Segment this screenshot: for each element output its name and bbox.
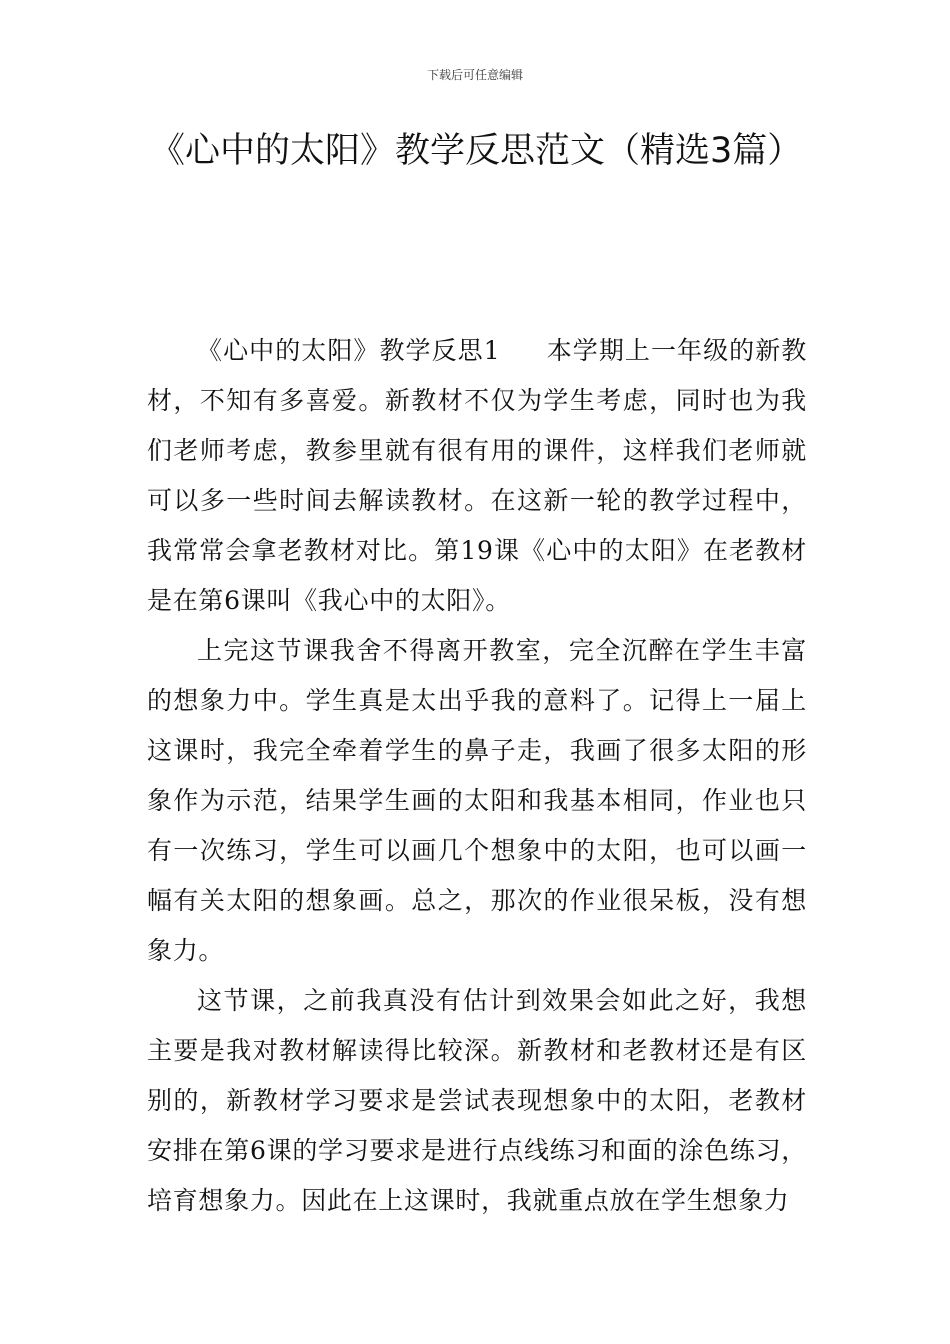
paragraph-2: 上完这节课我舍不得离开教室，完全沉醉在学生丰富的想象力中。学生真是太出乎我的意料了。记得上一届上这课时，我完全牵着学生的鼻子走，我画了很多太阳的形象作为示范，结果学生画的太阳和我基本相同，作业也只有一次练习，学生可以画几个想象中的太阳，也可以画一幅有关太阳的想象画。总之，那次的作业很呆板，没有想象力。 <box>147 636 807 965</box>
section-heading: 《心中的太阳》教学反思1 <box>197 336 501 365</box>
document-title: 《心中的太阳》教学反思范文（精选3篇） <box>150 131 803 171</box>
document-body <box>147 326 807 1226</box>
paragraph-text: 本学期上一年级的新教材，不知有多喜爱。新教材不仅为学生考虑，同时也为我们老师考虑，教参里就有很有用的课件，这样我们老师就可以多一些时间去解读教材。在这新一轮的教学过程中，我常常会拿老教材对比。第19课《心中的太阳》在老教材是在第6课叫《我心中的太阳》。 <box>147 336 807 615</box>
header-note: 下载后可任意编辑 <box>426 68 523 82</box>
paragraph-3: 这节课，之前我真没有估计到效果会如此之好，我想主要是我对教材解读得比较深。新教材和老教材还是有区别的，新教材学习要求是尝试表现想象中的太阳，老教材安排在第6课的学习要求是进行点线练习和面的涂色练习，培育想象力。因此在上这课时，我就重点放在学生想象力 <box>147 986 807 1215</box>
paragraph-1 <box>147 326 807 626</box>
